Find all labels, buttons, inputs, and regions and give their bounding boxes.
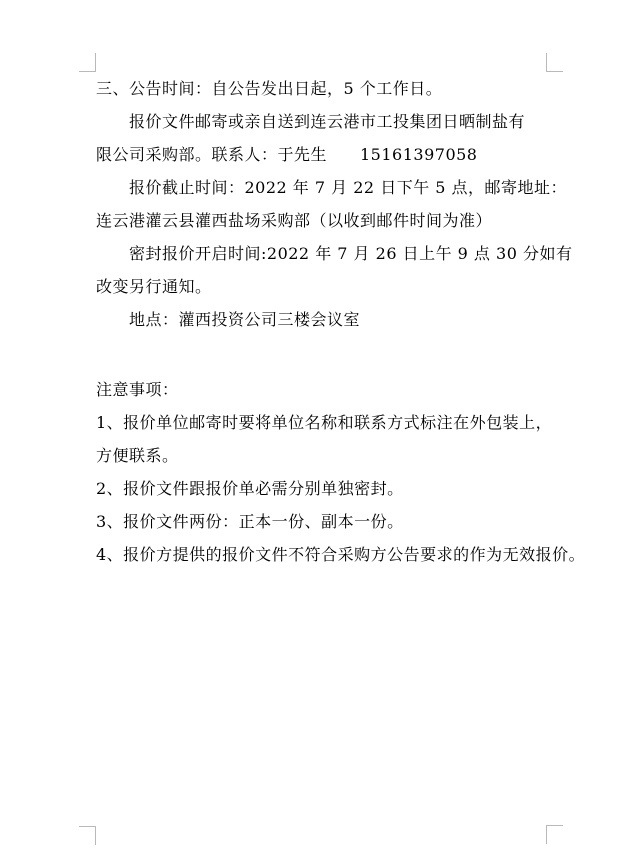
text-boundary-mark-bottom-right	[546, 825, 563, 844]
line-opening-time-2: 改变另行通知。	[96, 277, 212, 296]
text-boundary-mark-top-right	[546, 53, 563, 72]
line-quote-deadline-1: 报价截止时间：2022 年 7 月 22 日下午 5 点，邮寄地址：	[129, 178, 568, 197]
notes-heading: 注意事项：	[96, 380, 179, 399]
line-opening-time-1: 密封报价开启时间:2022 年 7 月 26 日上午 9 点 30 分如有	[129, 244, 573, 263]
note-3: 3、报价文件两份：正本一份、副本一份。	[96, 512, 404, 531]
note-2: 2、报价文件跟报价单必需分别单独密封。	[96, 479, 404, 498]
note-1-line-1: 1、报价单位邮寄时要将单位名称和联系方式标注在外包装上，	[96, 413, 553, 432]
text-boundary-mark-bottom-left	[79, 826, 96, 845]
line-delivery-1: 报价文件邮寄或亲自送到连云港市工投集团日晒制盐有	[129, 112, 526, 131]
document-body	[96, 72, 586, 571]
blank-line	[96, 336, 548, 373]
line-location: 地点：灌西投资公司三楼会议室	[129, 310, 361, 329]
line-delivery-2: 限公司采购部。联系人：于先生 15161397058	[96, 145, 478, 164]
note-4: 4、报价方提供的报价文件不符合采购方公告要求的作为无效报价。	[96, 545, 586, 564]
text-boundary-mark-top-left	[79, 53, 96, 72]
note-1-line-2: 方便联系。	[96, 446, 179, 465]
line-announcement-time: 三、公告时间：自公告发出日起，5 个工作日。	[96, 79, 443, 98]
line-quote-deadline-2: 连云港灌云县灌西盐场采购部（以收到邮件时间为准）	[96, 211, 493, 230]
